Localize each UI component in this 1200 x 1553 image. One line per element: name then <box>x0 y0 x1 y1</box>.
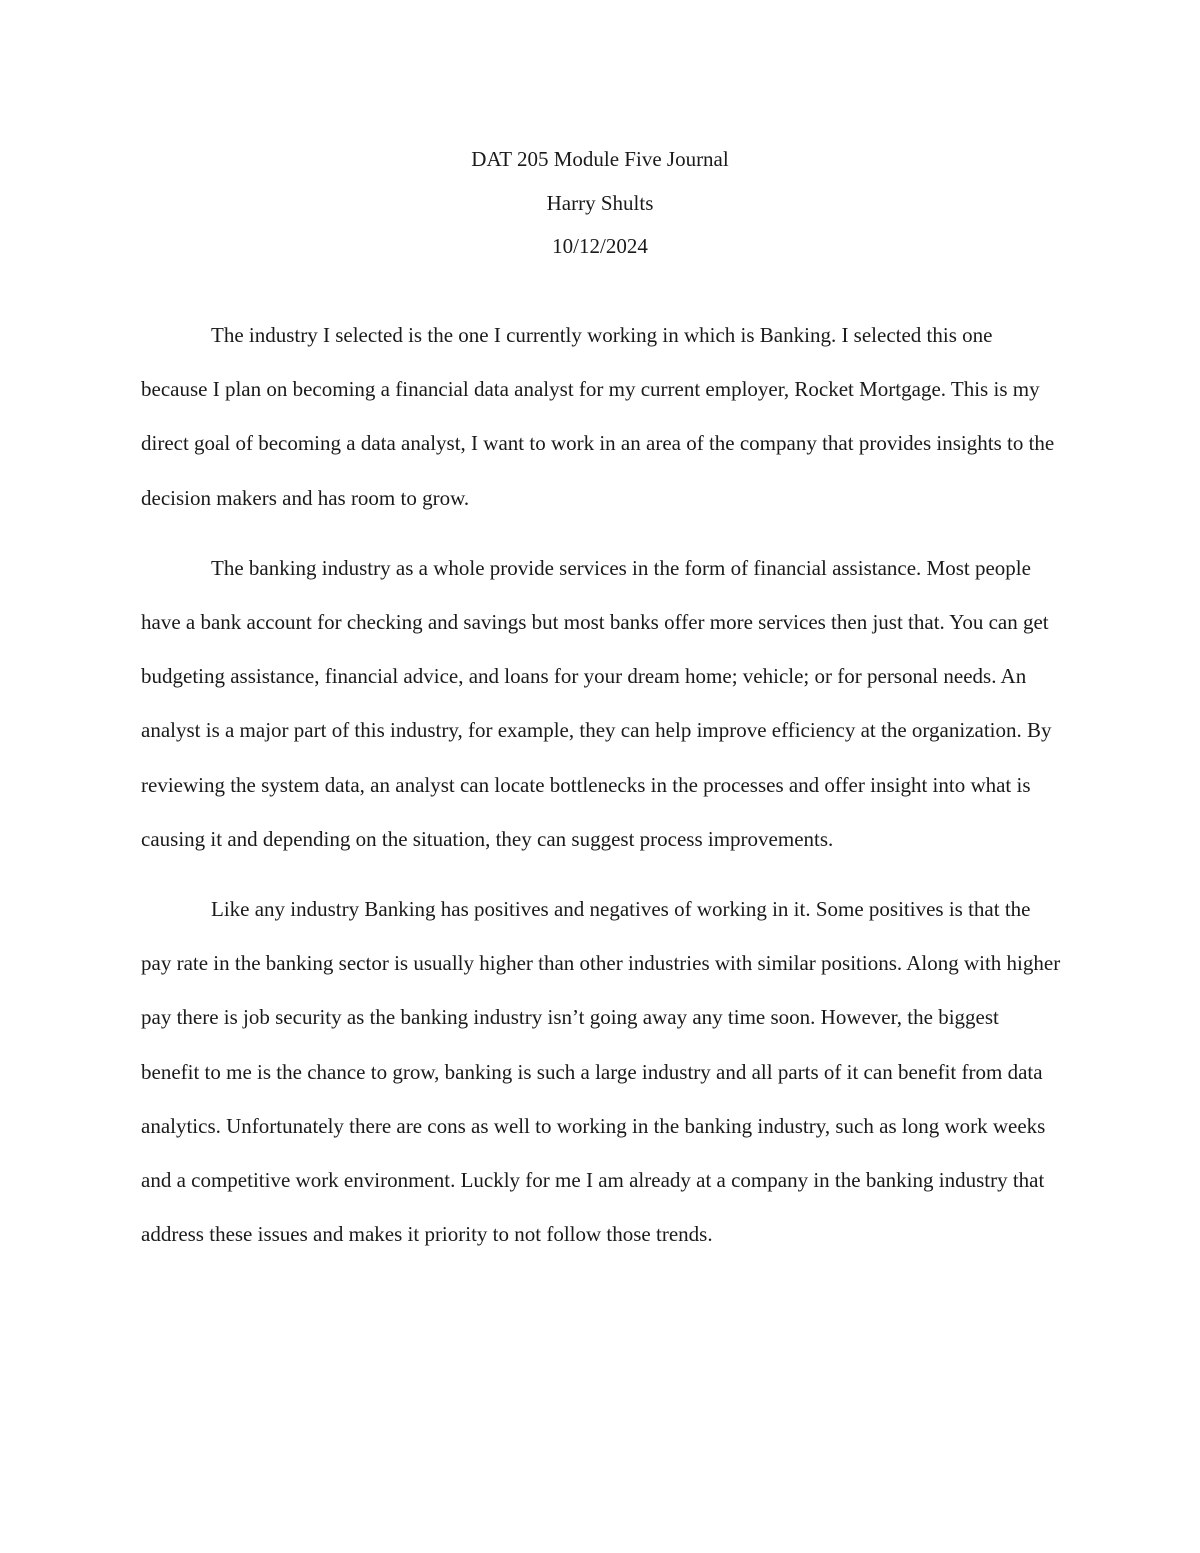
document-date: 10/12/2024 <box>552 234 648 258</box>
document-title: DAT 205 Module Five Journal <box>471 147 729 171</box>
paragraph-pros-and-cons: Like any industry Banking has positives and negatives of working in it. Some positives is that the pay rate in the banking sector is usually higher than other industries with similar positions. Along with higher pay there is job security as the banking industry isn’t going away any time soon. However, the biggest benefit to me is the chance to grow, banking is such a large industry and all parts of it can benefit from data analytics. Unfortunately there are cons as well to working in the banking industry, such as long work weeks and a competitive work environment. Luckly for me I am already at a company in the banking industry that address these issues and makes it priority to not follow those trends. <box>141 897 1061 1247</box>
document-body <box>141 308 1062 1277</box>
paragraph-banking-services: The banking industry as a whole provide services in the form of financial assistance. Most people have a bank account for checking and savings but most banks offer more services then just that. You can get budgeting assistance, financial advice, and loans for your dream home; vehicle; or for personal needs. An analyst is a major part of this industry, for example, they can help improve efficiency at the organization. By reviewing the system data, an analyst can locate bottlenecks in the processes and offer insight into what is causing it and depending on the situation, they can suggest process improvements. <box>141 555 1052 851</box>
document-header <box>0 138 1200 269</box>
author-name: Harry Shults <box>546 190 654 215</box>
paragraph-industry-selection: The industry I selected is the one I currently working in which is Banking. I selected this one because I plan on becoming a financial data analyst for my current employer, Rocket Mortgage. This is my direct goal of becoming a data analyst, I want to work in an area of the company that provides insights to the decision makers and has room to grow. <box>141 323 1055 510</box>
